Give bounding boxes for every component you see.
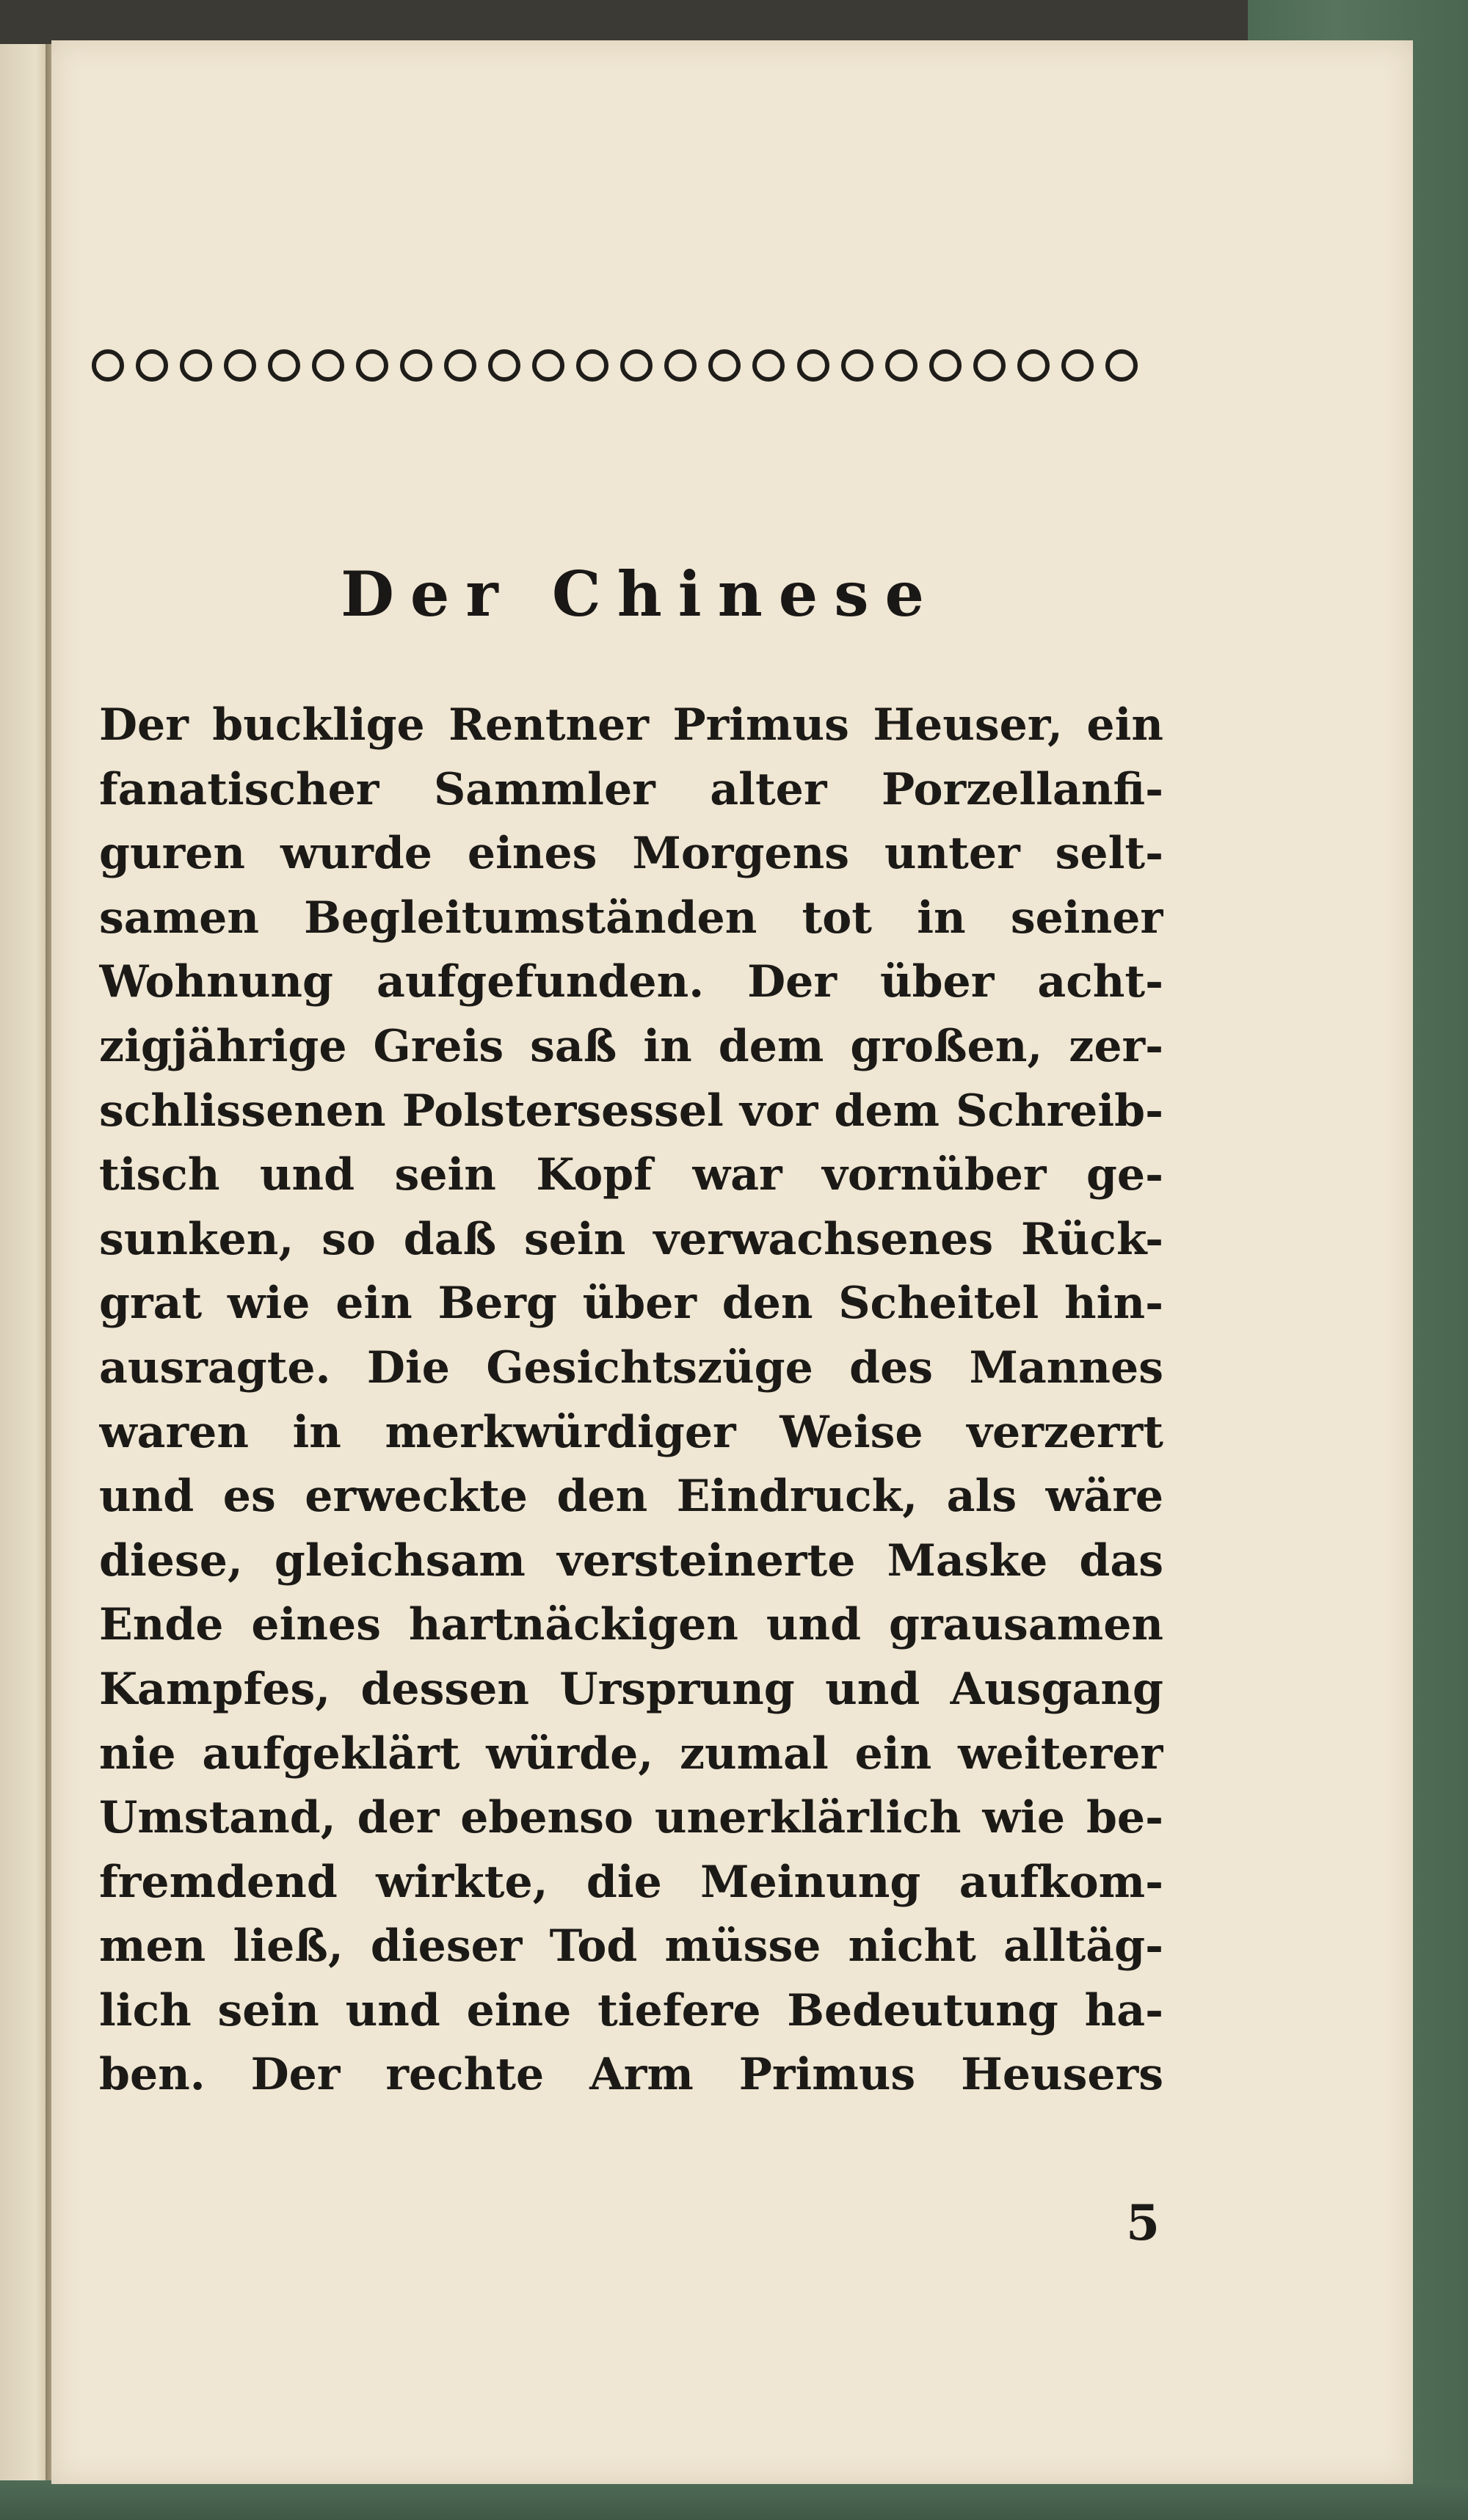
- text-line: schlissenen Polstersessel vor dem Schreib-: [99, 1085, 1163, 1137]
- text-line: nie aufgeklärt würde, zumal ein weiterer: [99, 1727, 1163, 1780]
- text-line: sunken, so daß sein verwachsenes Rück-: [99, 1213, 1163, 1265]
- text-line: Kampfes, dessen Ursprung und Ausgang: [99, 1663, 1163, 1715]
- ornament-flower-icon: [180, 349, 212, 382]
- text-line: lich sein und eine tiefere Bedeutung ha-: [99, 1984, 1163, 2036]
- ornament-flower-icon: [400, 349, 432, 382]
- text-line: ben. Der rechte Arm Primus Heusers: [99, 2049, 1163, 2101]
- ornament-flower-icon: [1105, 349, 1138, 382]
- ornament-flower-icon: [136, 349, 168, 382]
- decorative-ornament-border: [92, 330, 1138, 400]
- book-page: [51, 40, 1413, 2484]
- body-text: [99, 693, 1163, 2108]
- text-line: Der bucklige Rentner Primus Heuser, ein: [99, 699, 1163, 751]
- ornament-flower-icon: [1061, 349, 1094, 382]
- text-line: Umstand, der ebenso unerklärlich wie be-: [99, 1792, 1163, 1844]
- ornament-flower-icon: [708, 349, 741, 382]
- ornament-flower-icon: [268, 349, 300, 382]
- book-cover-bottom-edge: [0, 2480, 1468, 2520]
- ornament-flower-icon: [973, 349, 1006, 382]
- text-line: Ende eines hartnäckigen und grausamen: [99, 1599, 1163, 1651]
- text-line: diese, gleichsam versteinerte Maske das: [99, 1534, 1163, 1587]
- text-line: waren in merkwürdiger Weise verzerrt: [99, 1406, 1163, 1458]
- ornament-flower-icon: [797, 349, 829, 382]
- ornament-flower-icon: [1017, 349, 1050, 382]
- ornament-flower-icon: [885, 349, 918, 382]
- text-line: tisch und sein Kopf war vornüber ge-: [99, 1149, 1163, 1201]
- text-line: und es erweckte den Eindruck, als wäre: [99, 1471, 1163, 1523]
- ornament-flower-icon: [929, 349, 962, 382]
- chapter-title: Der Chinese: [341, 558, 940, 630]
- page-number: 5: [1126, 2194, 1160, 2251]
- text-line: fanatischer Sammler alter Porzellanfi-: [99, 763, 1163, 815]
- text-line: Wohnung aufgefunden. Der über acht-: [99, 956, 1163, 1008]
- text-line: grat wie ein Berg über den Scheitel hin-: [99, 1278, 1163, 1330]
- ornament-flower-icon: [532, 349, 564, 382]
- ornament-flower-icon: [488, 349, 520, 382]
- ornament-flower-icon: [841, 349, 873, 382]
- ornament-flower-icon: [620, 349, 653, 382]
- previous-page-edge: [0, 44, 51, 2480]
- text-line: ausragte. Die Gesichtszüge des Mannes: [99, 1341, 1163, 1394]
- ornament-flower-icon: [444, 349, 476, 382]
- ornament-flower-icon: [576, 349, 608, 382]
- ornament-flower-icon: [664, 349, 697, 382]
- ornament-flower-icon: [312, 349, 344, 382]
- text-line: zigjährige Greis saß in dem großen, zer-: [99, 1020, 1163, 1072]
- ornament-flower-icon: [356, 349, 388, 382]
- ornament-flower-icon: [92, 349, 124, 382]
- ornament-flower-icon: [224, 349, 256, 382]
- text-line: samen Begleitumständen tot in seiner: [99, 892, 1163, 944]
- ornament-flower-icon: [752, 349, 785, 382]
- text-line: fremdend wirkte, die Meinung aufkom-: [99, 1856, 1163, 1908]
- text-line: men ließ, dieser Tod müsse nicht alltäg-: [99, 1920, 1163, 1973]
- text-line: guren wurde eines Morgens unter selt-: [99, 828, 1163, 880]
